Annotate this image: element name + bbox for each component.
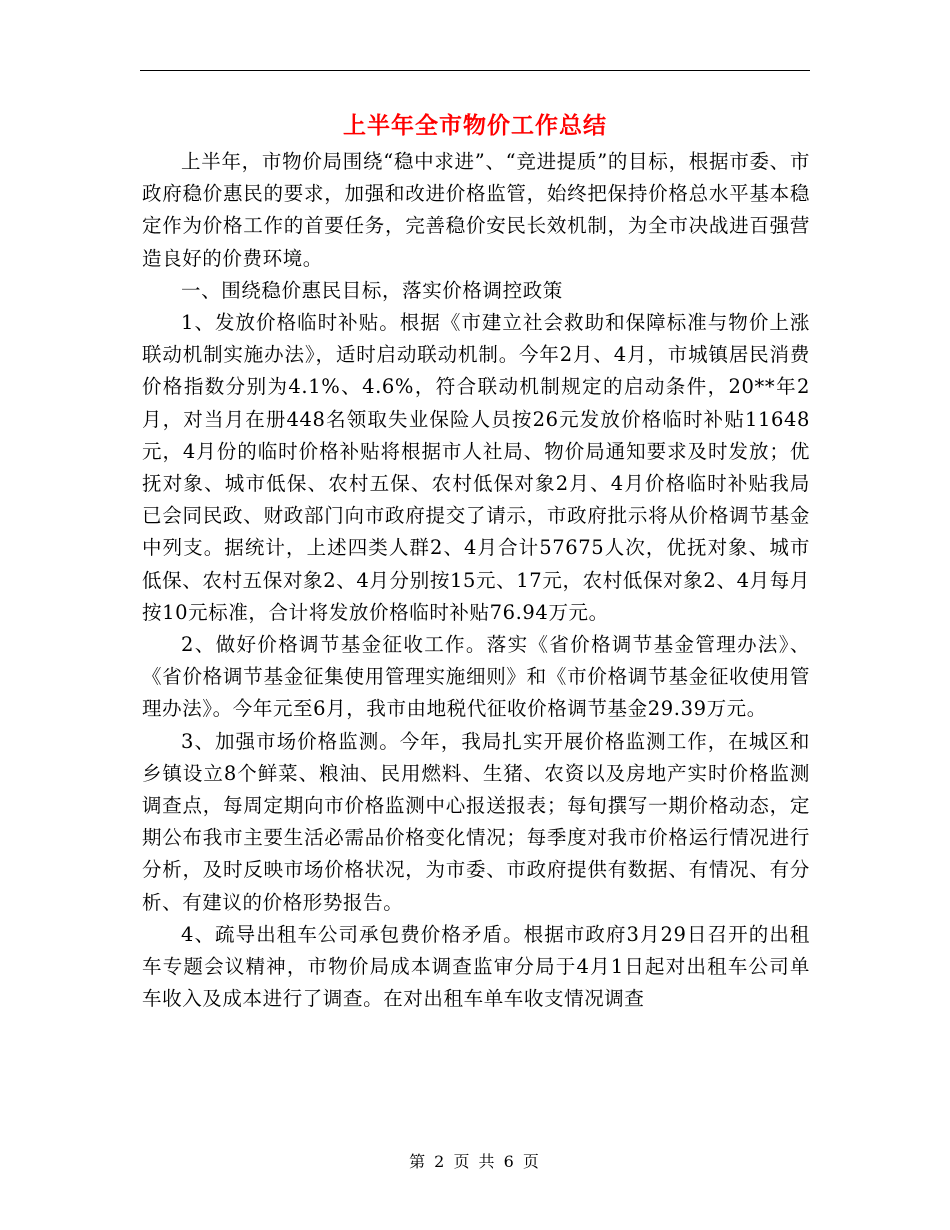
section-heading-1: 一、围绕稳价惠民目标，落实价格调控政策 (181, 278, 563, 302)
paragraph-item-4: 4、疏导出租车公司承包费价格矛盾。根据市政府3月29日召开的出租车专题会议精神，市物价局成本调查监审分局于4月1日起对出租车公司单车收入及成本进行了调查。在对出租车单车收支情况调查 (142, 922, 810, 1011)
paragraph-item-1: 1、发放价格临时补贴。根据《市建立社会救助和保障标准与物价上涨联动机制实施办法》，适时启动联动机制。今年2月、4月，市城镇居民消费价格指数分别为4.1%、4.6%，符合联动机制规定的启动条件，20**年2月，对当月在册448名领取失业保险人员按26元发放价格临时补贴11648元，4月份的临时价格补贴将根据市人社局、物价局通知要求及时发放；优抚对象、城市低保、农村五保、农村低保对象2月、4月价格临时补贴我局已会同民政、财政部门向市政府提交了请示，市政府批示将从价格调节基金中列支。据统计，上述四类人群2、4月合计57675人次，优抚对象、城市低保、农村五保对象2、4月分别按15元、17元，农村低保对象2、4月每月按10元标准，合计将发放价格临时补贴76.94万元。 (142, 311, 810, 624)
document-title: 上半年全市物价工作总结 (343, 112, 607, 139)
document-body (142, 146, 810, 1015)
page-number-footer: 第 2 页 共 6 页 (409, 1152, 541, 1171)
paragraph-intro: 上半年，市物价局围绕“稳中求进”、“竞进提质”的目标，根据市委、市政府稳价惠民的要求，加强和改进价格监管，始终把保持价格总水平基本稳定作为价格工作的首要任务，完善稳价安民长效机制，为全市决战进百强营造良好的价费环境。 (142, 150, 810, 270)
paragraph-item-2: 2、做好价格调节基金征收工作。落实《省价格调节基金管理办法》、《省价格调节基金征集使用管理实施细则》和《市价格调节基金征收使用管理办法》。今年元至6月，我市由地税代征收价格调节基金29.39万元。 (142, 633, 810, 721)
paragraph-item-3: 3、加强市场价格监测。今年，我局扎实开展价格监测工作，在城区和乡镇设立8个鲜菜、粮油、民用燃料、生猪、农资以及房地产实时价格监测调查点，每周定期向市价格监测中心报送报表；每旬撰写一期价格动态，定期公布我市主要生活必需品价格变化情况；每季度对我市价格运行情况进行分析，及时反映市场价格状况，为市委、市政府提供有数据、有情况、有分析、有建议的价格形势报告。 (142, 729, 810, 914)
header-rule (140, 70, 810, 71)
